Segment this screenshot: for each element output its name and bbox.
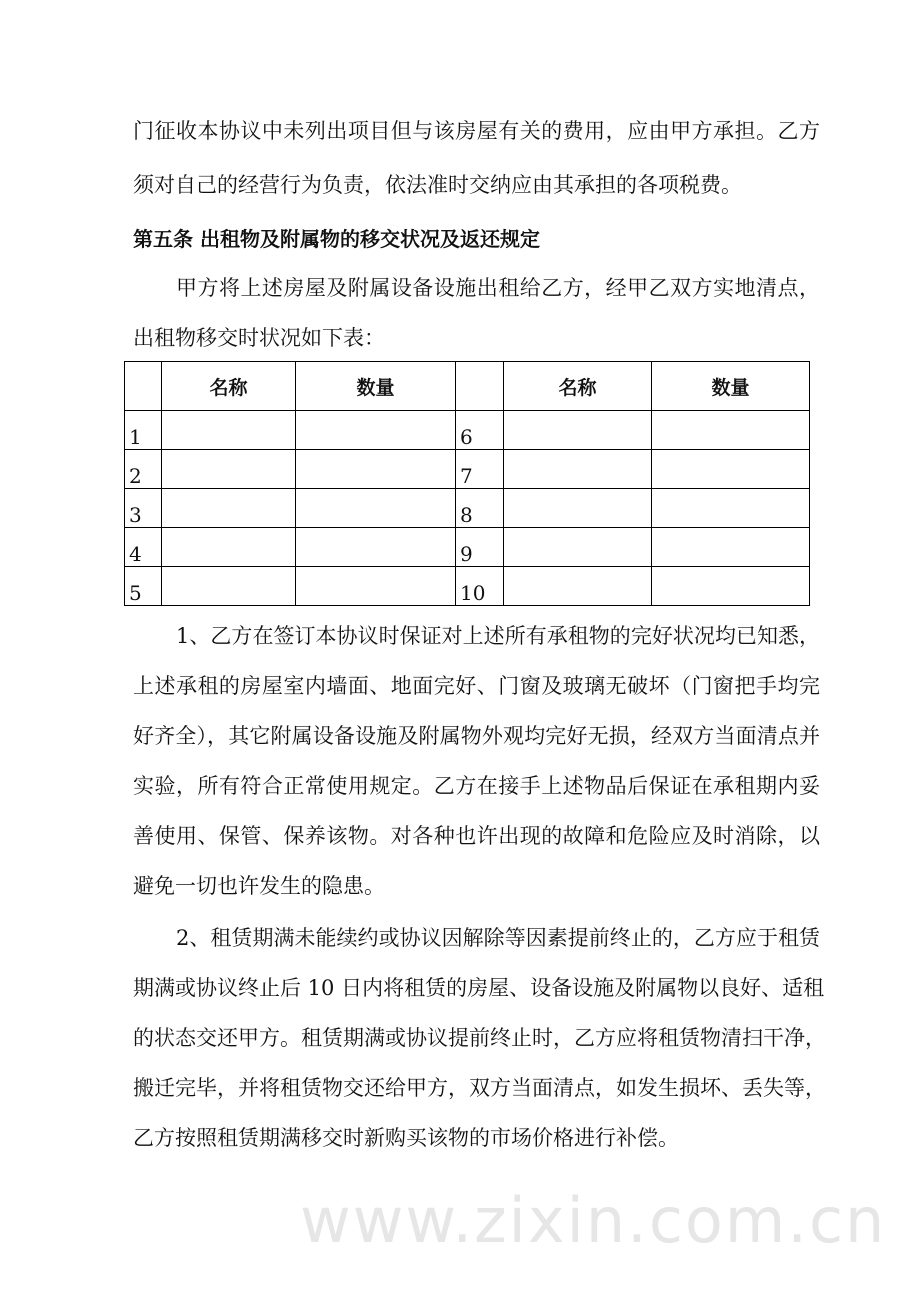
table-cell: [652, 528, 810, 567]
header-cell: 数量: [652, 362, 810, 411]
table-cell: [652, 567, 810, 606]
table-cell: [504, 411, 652, 450]
header-cell: 数量: [296, 362, 456, 411]
paragraph-line: 好齐全），其它附属设备设施及附属物外观均完好无损，经双方当面清点并: [133, 724, 820, 748]
header-cell: [125, 362, 162, 411]
header-cell: [456, 362, 504, 411]
table-cell: [162, 450, 296, 489]
paragraph-line: 2、租赁期满未能续约或协议因解除等因素提前终止的，乙方应于租赁: [176, 926, 820, 950]
paragraph-line: 的状态交还甲方。租赁期满或协议提前终止时，乙方应将租赁物清扫干净，: [133, 1026, 826, 1050]
table-cell: [162, 489, 296, 528]
table-cell: [504, 567, 652, 606]
header-cell: 名称: [162, 362, 296, 411]
table-cell: 5: [125, 567, 162, 606]
table-cell: [652, 489, 810, 528]
table-cell: 9: [456, 528, 504, 567]
table-cell: [162, 567, 296, 606]
section-title: 第五条 出租物及附属物的移交状况及返还规定: [133, 227, 540, 251]
paragraph-line: 避免一切也许发生的隐患。: [133, 874, 385, 898]
table-row: [125, 489, 810, 528]
paragraph-line: 善使用、保管、保养该物。对各种也许出现的故障和危险应及时消除，以: [133, 824, 820, 848]
table-row: [125, 450, 810, 489]
paragraph-line: 乙方按照租赁期满移交时新购买该物的市场价格进行补偿。: [133, 1126, 679, 1150]
table-cell: [504, 489, 652, 528]
table-cell: [296, 567, 456, 606]
paragraph-line: 甲方将上述房屋及附属设备设施出租给乙方，经甲乙双方实地清点，: [176, 276, 820, 300]
table-cell: [296, 489, 456, 528]
handover-table: [124, 361, 810, 606]
table-cell: 3: [125, 489, 162, 528]
paragraph-line: 门征收本协议中未列出项目但与该房屋有关的费用，应由甲方承担。乙方: [133, 119, 820, 143]
table-row: [125, 528, 810, 567]
paragraph-line: 须对自己的经营行为负责，依法准时交纳应由其承担的各项税费。: [133, 173, 742, 197]
table-row: [125, 411, 810, 450]
table-cell: 6: [456, 411, 504, 450]
table-cell: [652, 411, 810, 450]
paragraph-line: 出租物移交时状况如下表：: [133, 326, 385, 350]
table-cell: 7: [456, 450, 504, 489]
table-cell: [162, 528, 296, 567]
paragraph-line: 1、乙方在签订本协议时保证对上述所有承租物的完好状况均已知悉，: [176, 624, 820, 648]
table-row: [125, 567, 810, 606]
table-cell: 10: [456, 567, 504, 606]
table-cell: [504, 528, 652, 567]
paragraph-line: 搬迁完毕，并将租赁物交还给甲方，双方当面清点，如发生损坏、丢失等，: [133, 1076, 826, 1100]
header-cell: 名称: [504, 362, 652, 411]
table-cell: 1: [125, 411, 162, 450]
paragraph-line: 实验，所有符合正常使用规定。乙方在接手上述物品后保证在承租期内妥: [133, 774, 820, 798]
table-cell: 8: [456, 489, 504, 528]
paragraph-line: 上述承租的房屋室内墙面、地面完好、门窗及玻璃无破坏（门窗把手均完: [133, 674, 820, 698]
paragraph-line: 期满或协议终止后 10 日内将租赁的房屋、设备设施及附属物以良好、适租: [133, 976, 825, 1000]
table-cell: [652, 450, 810, 489]
table-cell: 4: [125, 528, 162, 567]
table-cell: 2: [125, 450, 162, 489]
watermark: www.zixin.com.cn: [300, 1184, 887, 1257]
table-cell: [296, 528, 456, 567]
table-cell: [296, 411, 456, 450]
table-cell: [504, 450, 652, 489]
table-cell: [296, 450, 456, 489]
table-cell: [162, 411, 296, 450]
table-header-row: [125, 362, 810, 411]
